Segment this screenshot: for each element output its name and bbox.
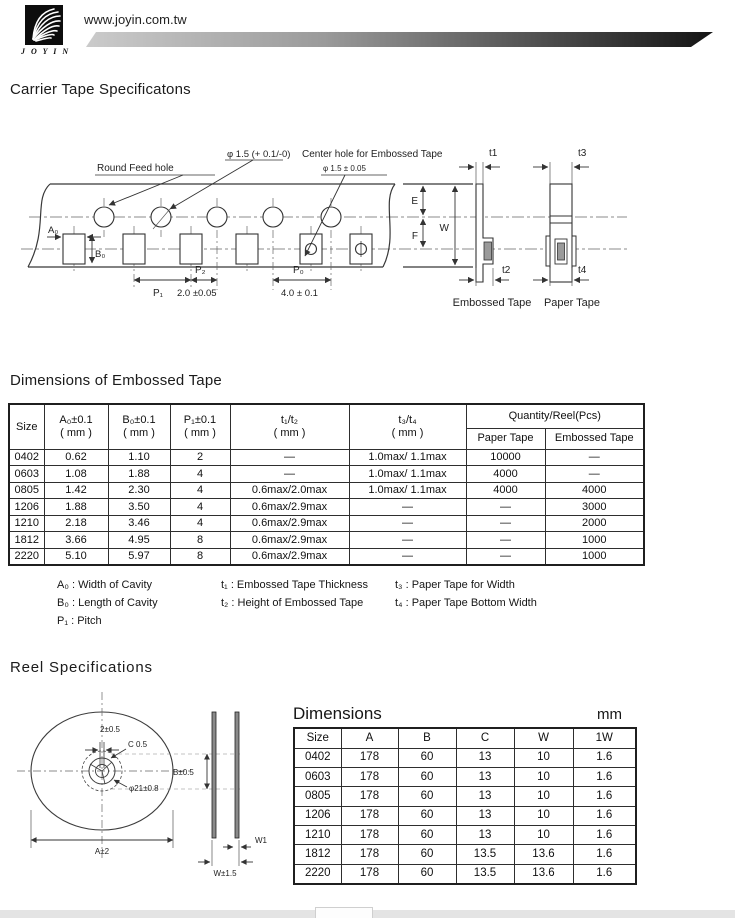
col-header-a0 [44,404,108,449]
col-header-t34 [349,404,466,449]
label-p2: P₂ [195,265,206,276]
table-row [294,806,636,825]
label-p0-value: 4.0 ± 0.1 [281,288,318,299]
table-row [9,515,644,532]
reel-dimensions-table [293,727,637,885]
col-header-paper-tape: Paper Tape [466,428,545,449]
table-notes-col2 [221,576,368,612]
cell: 10 [514,806,573,825]
cell: 1.42 [44,482,108,499]
header-unit: ( mm ) [123,426,155,439]
cell: 3.46 [108,515,170,532]
cell: 1206 [9,499,44,516]
header-gradient-bar [86,32,713,47]
header-unit: ( mm ) [391,426,424,439]
reel-col-header: Size [294,728,341,748]
label-p0: P₀ [293,265,304,276]
cell: 60 [398,845,456,864]
cell: 13 [456,806,514,825]
header-label: t₃/t₄ [398,414,417,427]
cell: — [466,532,545,549]
cell: 178 [341,826,398,845]
cell: 1206 [294,806,341,825]
cell: 1.6 [573,806,636,825]
cell: 13.5 [456,864,514,883]
cell: 1000 [545,532,644,549]
header-unit: ( mm ) [60,426,92,439]
cell: 1.6 [573,748,636,767]
label-a: A±2 [94,847,110,856]
label-feed-hole-dia: φ 1.5 (+ 0.1/-0) [227,149,291,160]
page-edge-artifact [315,907,373,918]
note-line: A₀ : Width of Cavity [57,579,153,591]
cell: 60 [398,748,456,767]
label-t3: t3 [578,148,587,159]
cell: 10 [514,826,573,845]
cell: 1.6 [573,767,636,786]
cell: 1.6 [573,864,636,883]
cell: — [545,466,644,483]
label-p1: P₁ [153,288,164,299]
cell: 2 [170,449,230,466]
label-c: C 0.5 [128,740,148,749]
cell: 8 [170,548,230,565]
cell: 0402 [294,748,341,767]
cell: — [545,449,644,466]
cell: 2220 [9,548,44,565]
label-t4: t4 [578,265,587,276]
cell: 10 [514,767,573,786]
cell: 2220 [294,864,341,883]
cell: 13.5 [456,845,514,864]
section-title-reel: Reel Specifications [10,659,153,676]
cell: 0.6max/2.9max [230,515,349,532]
caption-embossed-tape: Embossed Tape [452,297,532,309]
header-label: P₁±0.1 [183,414,217,427]
cell: 60 [398,826,456,845]
table-row [9,499,644,516]
label-t1: t1 [489,148,498,159]
cell: 1.08 [44,466,108,483]
label-w-total: W±1.5 [213,869,237,878]
table-row [9,466,644,483]
cell: 4 [170,499,230,516]
cell: 178 [341,864,398,883]
label-b0: B₀ [95,249,106,260]
table-row [294,826,636,845]
note-line: B₀ : Length of Cavity [57,597,158,609]
cell: — [349,532,466,549]
section-title-embossed: Dimensions of Embossed Tape [10,372,222,389]
reel-col-header: A [341,728,398,748]
caption-paper-tape: Paper Tape [543,297,601,309]
cell: 13 [456,787,514,806]
cell: 4 [170,515,230,532]
table-row [9,548,644,565]
label-w: W [439,223,449,234]
header-label: A₀±0.1 [59,414,93,427]
label-f: F [411,231,418,242]
reel-col-header: W [514,728,573,748]
cell: 178 [341,767,398,786]
cell: 3.50 [108,499,170,516]
cell: 1000 [545,548,644,565]
cell: 10 [514,787,573,806]
cell: — [230,466,349,483]
cell: 2000 [545,515,644,532]
col-header-size: Size [9,404,44,449]
cell: 5.10 [44,548,108,565]
cell: 60 [398,806,456,825]
cell: 0.62 [44,449,108,466]
cell: 0.6max/2.9max [230,499,349,516]
cell: 3.66 [44,532,108,549]
cell: 1210 [9,515,44,532]
carrier-tape-diagram [15,140,650,320]
cell: 2.18 [44,515,108,532]
note-line: t₂ : Height of Embossed Tape [221,597,364,609]
cell: 13 [456,767,514,786]
cell: — [466,515,545,532]
label-a0: A₀ [48,225,59,236]
reel-table-unit: mm [597,706,622,723]
label-round-feed-hole: Round Feed hole [97,163,174,174]
cell: 1.88 [108,466,170,483]
cell: 0.6max/2.9max [230,548,349,565]
table-row [294,864,636,883]
cell: 0.6max/2.9max [230,532,349,549]
note-line: t₃ : Paper Tape for Width [395,579,515,591]
cell: 178 [341,806,398,825]
note-line: P₁ : Pitch [57,615,102,627]
cell: 4000 [466,482,545,499]
cell: 178 [341,787,398,806]
table-notes-col1 [57,576,158,630]
table-row [9,532,644,549]
section-title-carrier: Carrier Tape Specificatons [10,81,191,98]
cell: 1.6 [573,826,636,845]
col-header-quantity: Quantity/Reel(Pcs) [466,404,644,428]
header-unit: ( mm ) [273,426,306,439]
label-t2: t2 [502,265,511,276]
header-unit: ( mm ) [184,426,216,439]
label-center-hole-dia: φ 1.5 ± 0.05 [323,164,366,173]
cell: 1.6 [573,845,636,864]
cell: 60 [398,787,456,806]
cell: 1210 [294,826,341,845]
cell: 0805 [294,787,341,806]
brand-text: J O Y I N [21,47,71,56]
cell: 13 [456,826,514,845]
label-hub-dia: φ21±0.8 [129,784,159,793]
table-row [9,482,644,499]
cell: 0603 [294,767,341,786]
cell: 10 [514,748,573,767]
cell: 4.95 [108,532,170,549]
table-row [294,787,636,806]
cell: 0.6max/2.0max [230,482,349,499]
note-line: t₄ : Paper Tape Bottom Width [395,597,537,609]
cell: 4 [170,466,230,483]
reel-diagram [15,690,285,895]
cell: 1812 [9,532,44,549]
joyin-logo-icon [25,5,63,45]
table-row [294,767,636,786]
table-row [294,845,636,864]
cell: 4000 [545,482,644,499]
cell: 13.6 [514,845,573,864]
reel-col-header: 1W [573,728,636,748]
cell: 2.30 [108,482,170,499]
cell: 1.10 [108,449,170,466]
cell: — [466,499,545,516]
cell: 60 [398,767,456,786]
cell: — [349,548,466,565]
cell: 5.97 [108,548,170,565]
cell: 1.88 [44,499,108,516]
header-label: B₀±0.1 [122,414,156,427]
cell: 0805 [9,482,44,499]
cell: 1.6 [573,787,636,806]
cell: 1.0max/ 1.1max [349,466,466,483]
col-header-embossed-tape: Embossed Tape [545,428,644,449]
cell: 1812 [294,845,341,864]
cell: 4 [170,482,230,499]
cell: 178 [341,748,398,767]
label-w1: W1 [255,836,267,845]
label-p2-value: 2.0 ±0.05 [177,288,217,299]
cell: — [349,515,466,532]
cell: 10000 [466,449,545,466]
note-line: t₁ : Embossed Tape Thickness [221,579,368,591]
table-row [294,748,636,767]
cell: — [466,548,545,565]
label-center-hole: Center hole for Embossed Tape [302,149,443,160]
label-slot: 2±0.5 [100,725,120,734]
cell: 1.0max/ 1.1max [349,482,466,499]
cell: 0603 [9,466,44,483]
cell: 1.0max/ 1.1max [349,449,466,466]
site-url: www.joyin.com.tw [84,12,187,27]
col-header-p1 [170,404,230,449]
reel-col-header: C [456,728,514,748]
cell: 13 [456,748,514,767]
label-e: E [411,196,418,207]
col-header-b0 [108,404,170,449]
cell: 13.6 [514,864,573,883]
cell: 60 [398,864,456,883]
table-notes-col3 [395,576,537,612]
table-row [9,449,644,466]
col-header-t12 [230,404,349,449]
header-label: t₁/t₂ [280,414,299,427]
cell: 3000 [545,499,644,516]
embossed-tape-table [8,403,645,566]
reel-table-title: Dimensions [293,704,382,723]
cell: 0402 [9,449,44,466]
cell: 178 [341,845,398,864]
label-b: B±0.5 [173,768,194,777]
cell: 4000 [466,466,545,483]
cell: — [230,449,349,466]
reel-col-header: B [398,728,456,748]
cell: — [349,499,466,516]
cell: 8 [170,532,230,549]
